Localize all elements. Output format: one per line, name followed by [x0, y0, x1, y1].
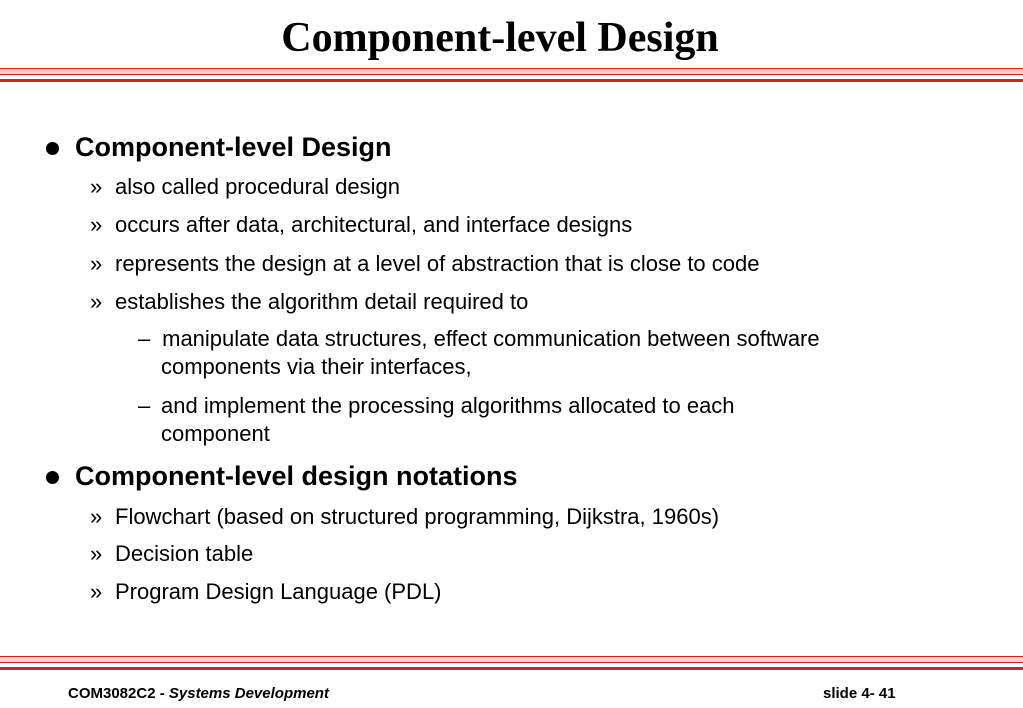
bullet-dot-icon [46, 142, 59, 155]
subbullet-marker: » [90, 504, 103, 529]
subbullet-text: occurs after data, architectural, and interface designs [115, 212, 633, 237]
subbullet-text: establishes the algorithm detail required to [115, 289, 529, 314]
subbullet-text: Program Design Language (PDL) [115, 579, 442, 604]
bottom-rule-band [0, 656, 1023, 663]
footer-course-title: Systems Development [168, 685, 329, 702]
subsubbullet-text-cont: component [161, 421, 270, 446]
subbullet-text: Decision table [115, 541, 254, 566]
subsubbullet-text-cont: components via their interfaces, [161, 354, 472, 379]
subsubbullet-marker: – [138, 393, 151, 418]
subsubbullet-text: manipulate data structures, effect communication between software [156, 326, 820, 351]
subbullet-marker: » [90, 212, 103, 237]
top-rule-band [0, 68, 1023, 75]
subsubbullet-marker: – [138, 326, 151, 351]
bullet-dot-icon [46, 471, 59, 484]
bullet-heading: Component-level design notations [75, 461, 518, 491]
subbullet-marker: » [90, 541, 103, 566]
footer-slide-number: slide 4- 41 [823, 685, 896, 702]
subbullet-marker: » [90, 579, 103, 604]
footer-course [68, 684, 329, 704]
subbullet-marker: » [90, 289, 103, 314]
subbullet-marker: » [90, 174, 103, 199]
subsubbullet-text: and implement the processing algorithms allocated to each [161, 393, 735, 418]
subbullet-text: also called procedural design [115, 174, 400, 199]
subbullet-text: represents the design at a level of abstraction that is close to code [115, 251, 760, 276]
bottom-rule-line [0, 667, 1023, 670]
bullet-heading: Component-level Design [75, 132, 392, 162]
slide-title: Component-level Design [281, 15, 719, 61]
top-rule-line [0, 79, 1023, 82]
footer-course-code: COM3082C2 - [68, 685, 169, 702]
subbullet-text: Flowchart (based on structured programming, Dijkstra, 1960s) [115, 504, 720, 529]
subbullet-marker: » [90, 251, 103, 276]
